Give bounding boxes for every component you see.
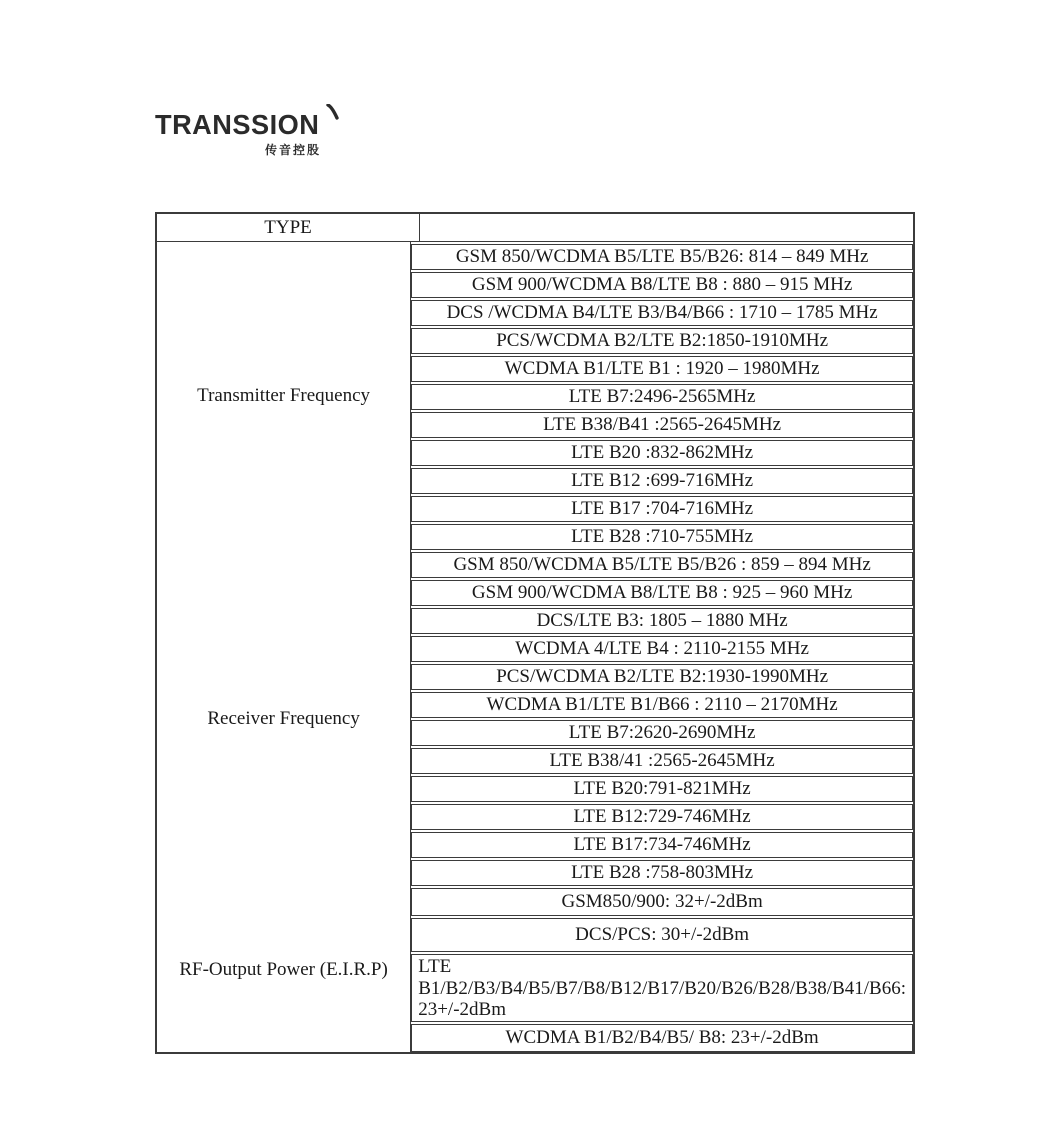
table-row: LTE B1/B2/B3/B4/B5/B7/B8/B12/B17/B20/B26/B28/B38/B41/B66: 23+/-2dBm [411,954,913,1022]
table-row: LTE B20:791-821MHz [411,776,913,802]
section-label-transmitter-frequency: Transmitter Frequency [197,385,371,406]
table-row: LTE B17 :704-716MHz [411,496,913,522]
transsion-logo [155,110,325,158]
table-row: WCDMA B1/LTE B1/B66 : 2110 – 2170MHz [411,692,913,718]
values-column [411,242,913,1052]
section-label-receiver-frequency: Receiver Frequency [207,708,360,729]
table-row: LTE B12 :699-716MHz [411,468,913,494]
table-row: LTE B28 :710-755MHz [411,524,913,550]
logo-chinese-subtext: 传音控股 [264,143,321,157]
table-header-row [157,214,913,242]
table-row: GSM 850/WCDMA B5/LTE B5/B26 : 859 – 894 MHz [411,552,913,578]
table-row: PCS/WCDMA B2/LTE B2:1850-1910MHz [411,328,913,354]
table-row: LTE B20 :832-862MHz [411,440,913,466]
table-row: WCDMA 4/LTE B4 : 2110-2155 MHz [411,636,913,662]
table-row: DCS/PCS: 30+/-2dBm [411,918,913,952]
table-row: GSM 850/WCDMA B5/LTE B5/B26: 814 – 849 MHz [411,244,913,270]
type-header-cell: TYPE [157,214,420,241]
table-row: LTE B7:2620-2690MHz [411,720,913,746]
table-row: GSM850/900: 32+/-2dBm [411,888,913,916]
table-row: LTE B38/41 :2565-2645MHz [411,748,913,774]
table-row: LTE B7:2496-2565MHz [411,384,913,410]
table-row: LTE B38/B41 :2565-2645MHz [411,412,913,438]
section-label-rf-output-power: RF-Output Power (E.I.R.P) [179,959,388,980]
table-row: WCDMA B1/B2/B4/B5/ B8: 23+/-2dBm [411,1024,913,1052]
table-row: LTE B28 :758-803MHz [411,860,913,886]
table-row: LTE B17:734-746MHz [411,832,913,858]
table-row: GSM 900/WCDMA B8/LTE B8 : 925 – 960 MHz [411,580,913,606]
table-row: DCS /WCDMA B4/LTE B3/B4/B66 : 1710 – 1785 MHz [411,300,913,326]
empty-header-cell [420,214,913,241]
table-body [157,242,913,1052]
table-row: WCDMA B1/LTE B1 : 1920 – 1980MHz [411,356,913,382]
table-row: PCS/WCDMA B2/LTE B2:1930-1990MHz [411,664,913,690]
table-row: GSM 900/WCDMA B8/LTE B8 : 880 – 915 MHz [411,272,913,298]
rf-spec-table [155,212,915,1054]
table-row: LTE B12:729-746MHz [411,804,913,830]
table-row: DCS/LTE B3: 1805 – 1880 MHz [411,608,913,634]
category-column [157,242,411,1052]
logo-wordmark: TRANSSION [155,109,320,140]
logo-tick-icon [326,104,339,125]
